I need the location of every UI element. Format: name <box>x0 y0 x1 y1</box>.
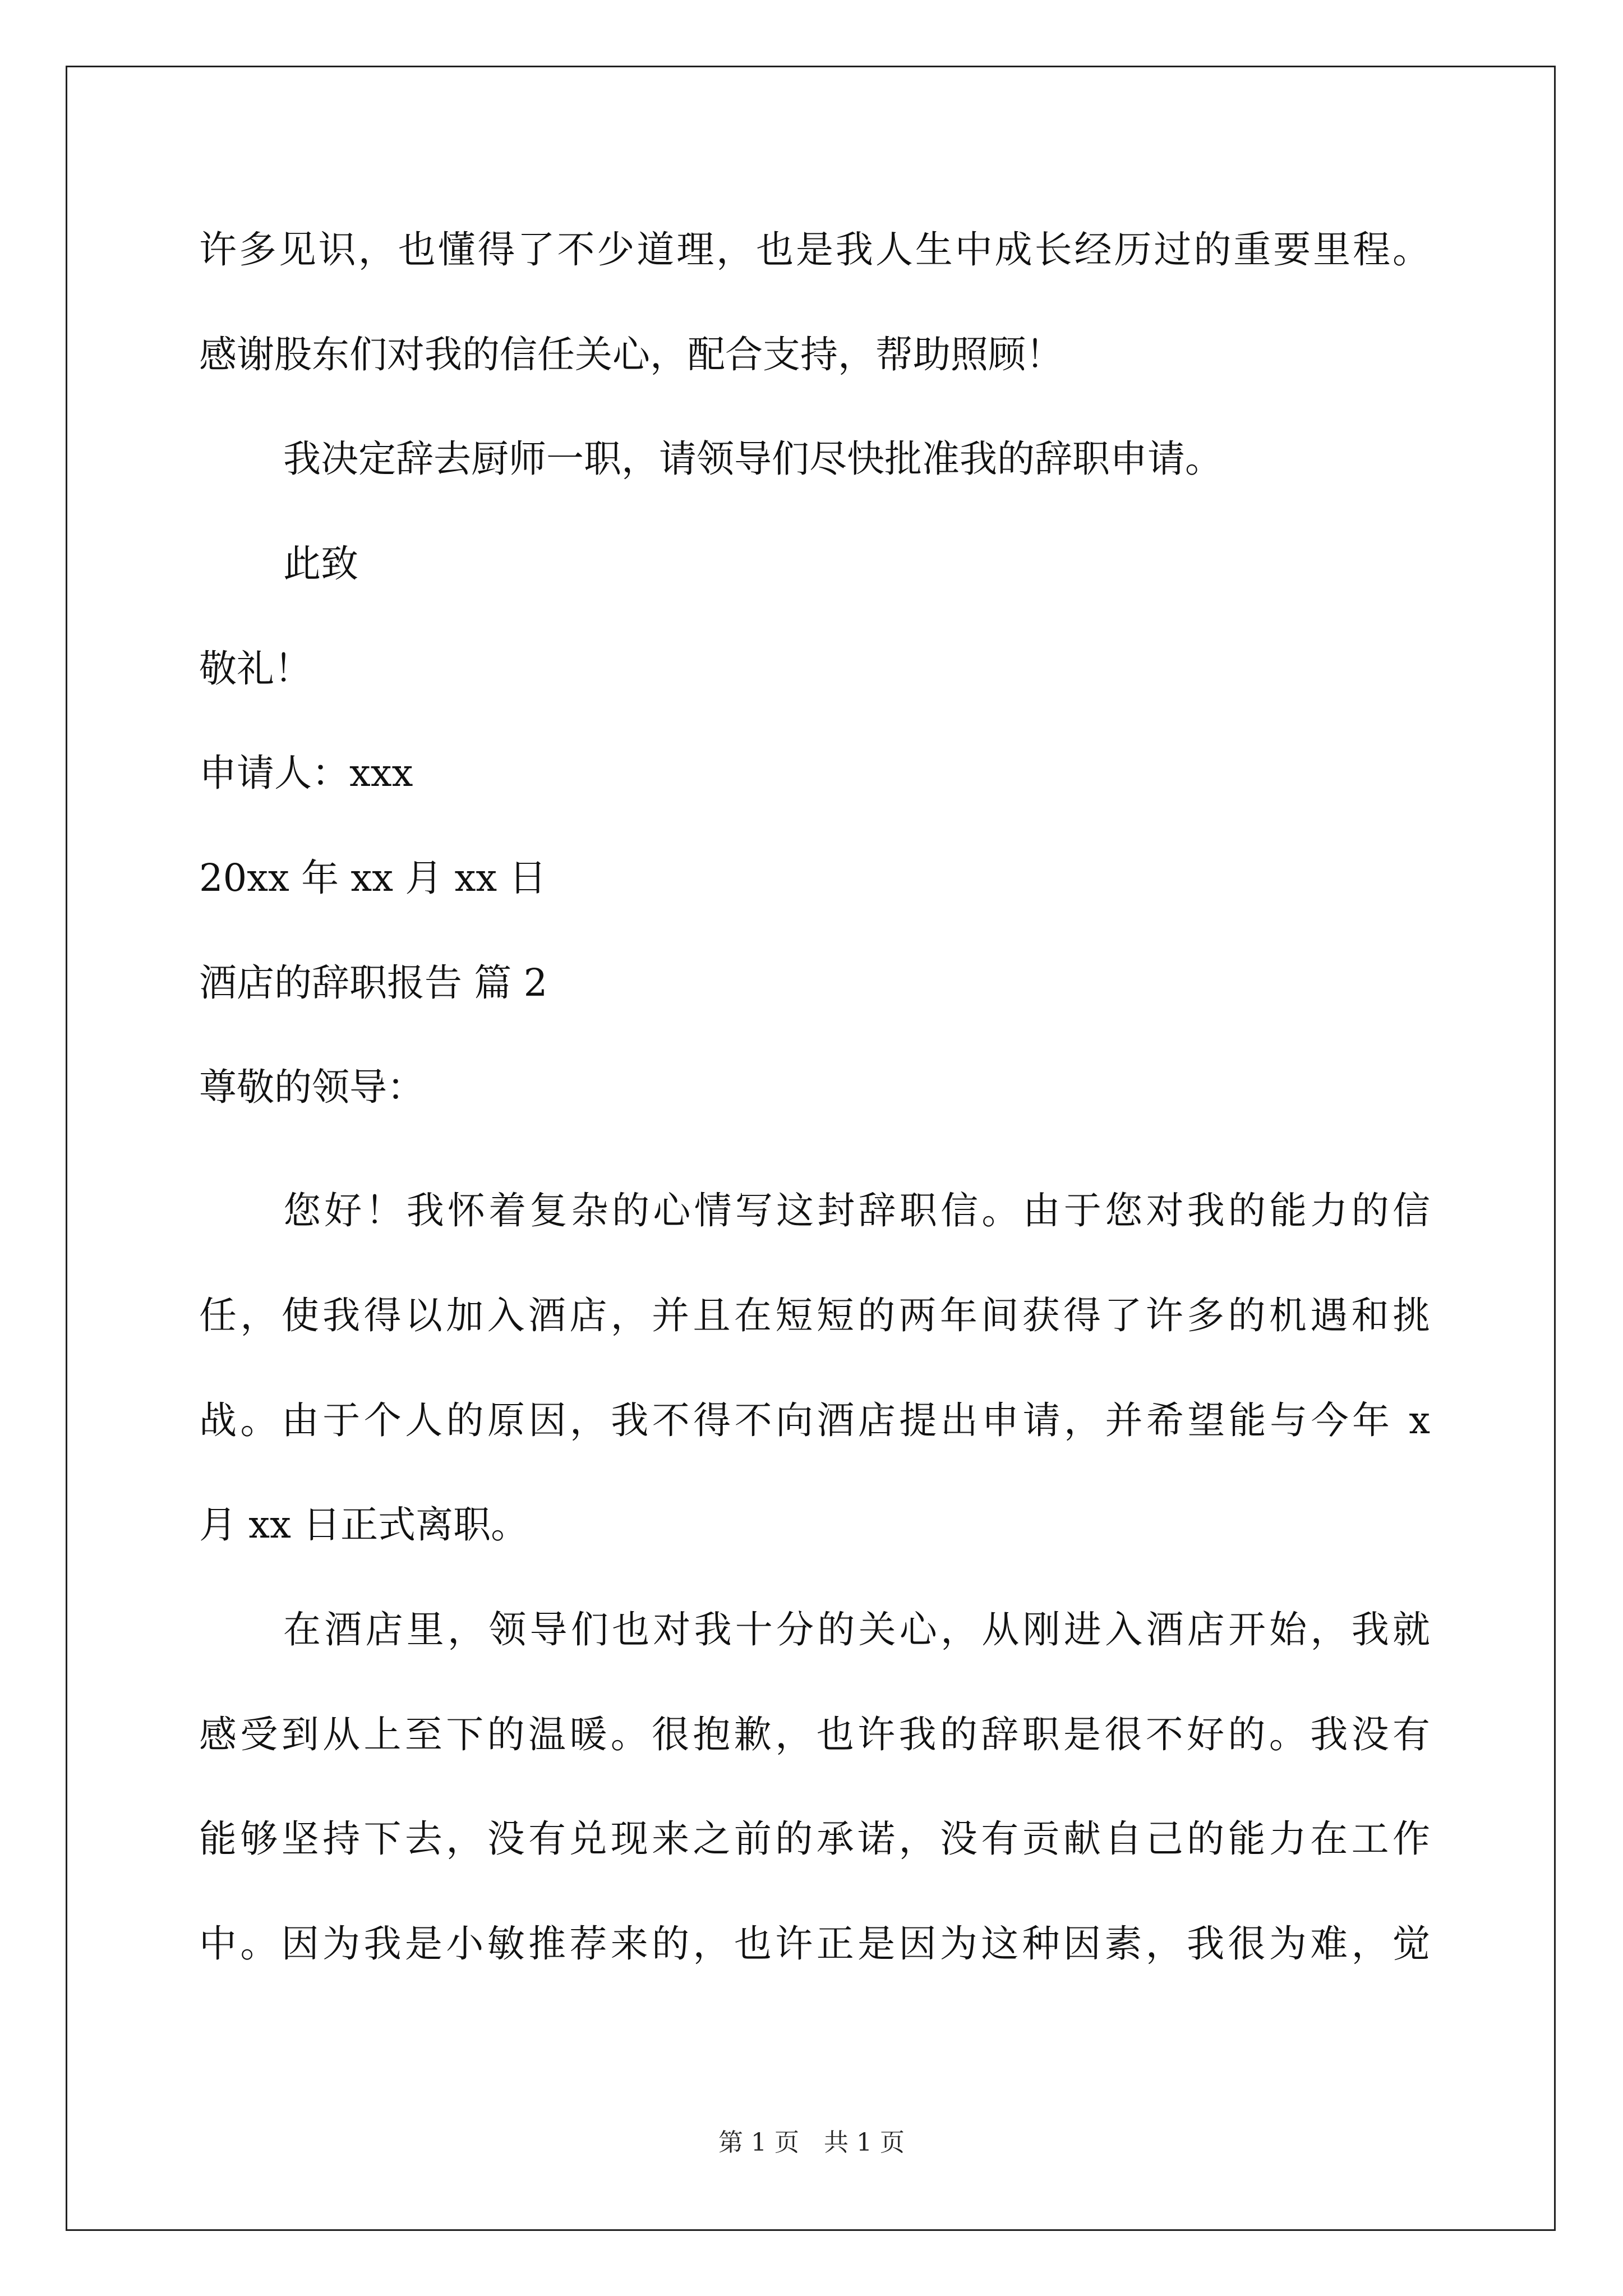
text-line-12: 战。由于个人的原因，我不得不向酒店提出申请，并希望能与今年 x <box>199 1398 1430 1442</box>
text-line-17: 中。因为我是小敏推荐来的，也许正是因为这种因素，我很为难，觉 <box>199 1922 1430 1966</box>
text-line-closing: 此致 <box>283 542 358 586</box>
page-border <box>66 66 1556 2231</box>
text-line-greeting: 尊敬的领导： <box>199 1065 425 1109</box>
text-line-14: 在酒店里，领导们也对我十分的关心，从刚进入酒店开始，我就 <box>283 1608 1430 1651</box>
text-line-1: 许多见识，也懂得了不少道理，也是我人生中成长经历过的重要里程。 <box>199 228 1430 272</box>
section-title: 酒店的辞职报告 篇 2 <box>199 961 548 1005</box>
text-line-applicant: 申请人：xxx <box>199 751 413 795</box>
text-line-11: 任，使我得以加入酒店，并且在短短的两年间获得了许多的机遇和挑 <box>199 1294 1430 1337</box>
text-line-salute: 敬礼！ <box>199 647 312 691</box>
page-footer: 第 1 页 共 1 页 <box>718 2128 905 2157</box>
text-line-2: 感谢股东们对我的信任关心，配合支持，帮助照顾！ <box>199 333 1063 376</box>
text-line-13: 月 xx 日正式离职。 <box>199 1503 529 1547</box>
text-line-16: 能够坚持下去，没有兑现来之前的承诺，没有贡献自己的能力在工作 <box>199 1817 1430 1861</box>
text-line-10: 您好！我怀着复杂的心情写这封辞职信。由于您对我的能力的信 <box>283 1189 1430 1232</box>
text-line-15: 感受到从上至下的温暖。很抱歉，也许我的辞职是很不好的。我没有 <box>199 1713 1430 1756</box>
text-line-date: 20xx 年 xx 月 xx 日 <box>199 856 547 900</box>
text-line-3: 我决定辞去厨师一职，请领导们尽快批准我的辞职申请。 <box>283 437 1223 481</box>
